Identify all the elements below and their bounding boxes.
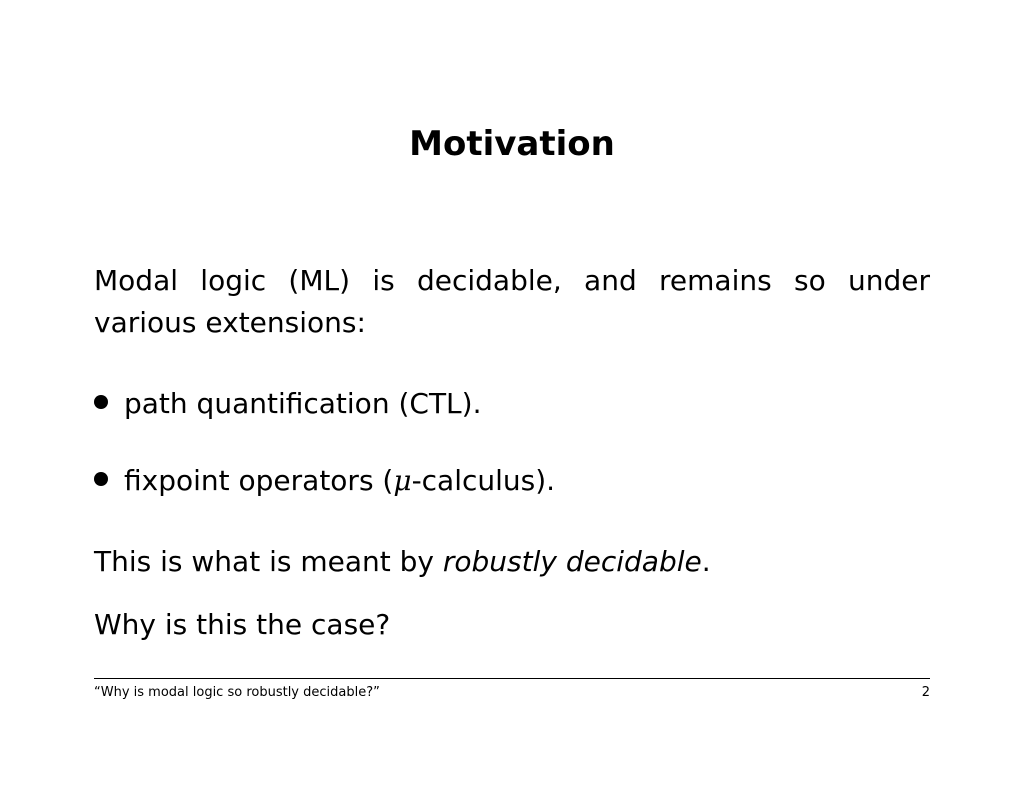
bullet-item-ctl [94,383,481,425]
page-number: 2 [921,685,930,700]
bullet-item-mu-calculus [94,460,555,502]
bullet-text: path quantification (CTL). [124,387,482,420]
footer-title: “Why is modal logic so robustly decidable?” [94,685,380,700]
bullet-icon [94,472,108,486]
question-line: Why is this the case? [94,608,391,641]
statement-prefix: This is what is meant by [94,545,443,578]
footer-divider [94,678,930,679]
intro-paragraph: Modal logic (ML) is decidable, and remains so under various extensions: [94,264,930,339]
bullet-text-prefix: fixpoint operators ( [124,464,394,497]
mu-symbol: μ [393,464,412,497]
statement-suffix: . [701,545,711,578]
bullet-icon [94,395,108,409]
slide-title: Motivation [409,124,615,164]
bullet-text-suffix: -calculus). [411,464,556,497]
statement-emphasis: robustly decidable [442,545,702,578]
statement-line [94,541,930,583]
